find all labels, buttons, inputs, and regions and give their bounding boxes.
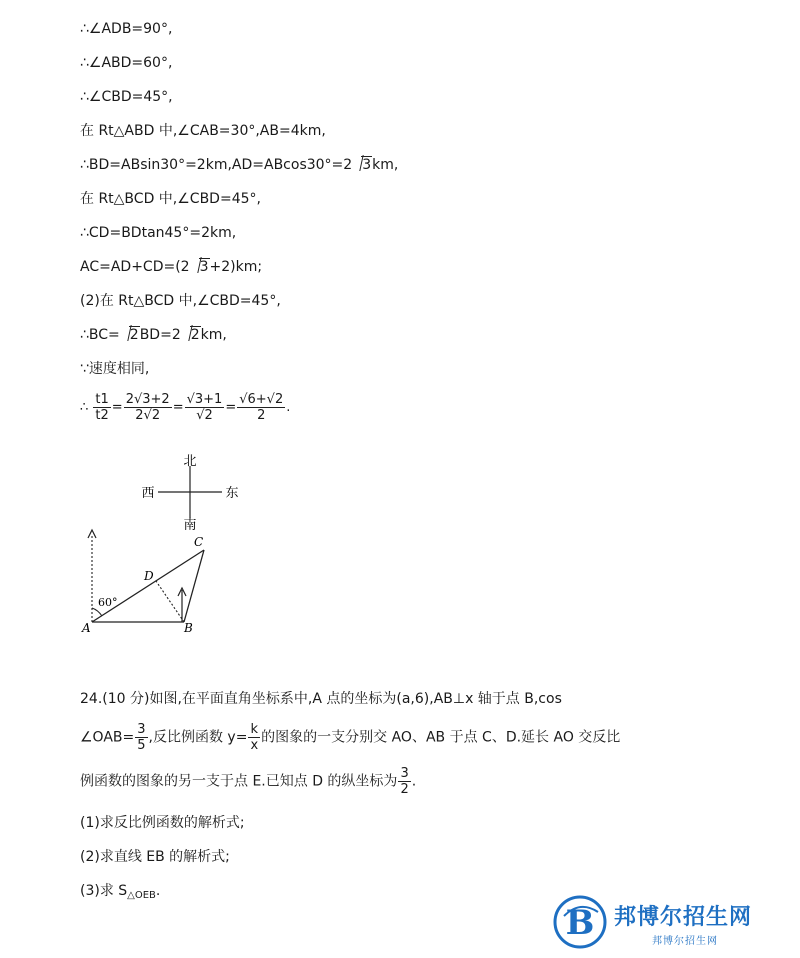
denominator: 2 [257,408,266,423]
text: 例函数的图象的另一支于点 E.已知点 D 的纵坐标为 [80,773,398,790]
sqrt [191,258,210,276]
question-1: (1)求反比例函数的解析式; [80,815,245,831]
compass-south: 南 [183,518,197,532]
triangle-diagram [80,528,230,638]
solution-line-3: ∴∠CBD=45°, [80,89,173,105]
equals: = [172,400,184,415]
compass-west: 西 [141,486,155,501]
fraction-cos [135,722,147,753]
problem-line-1: 24.(10 分)如图,在平面直角坐标系中,A 点的坐标为(a,6),AB⊥x 轴于点 B,cos [80,691,562,707]
text: (3)求 S [80,883,128,899]
fraction-k-x [248,722,260,753]
text: AC=AD+CD=(2 [80,259,190,275]
equals: = [225,400,237,415]
numerator: √6+√2 [239,392,284,407]
solution-line-1: ∴∠ADB=90°, [80,21,173,37]
solution-line-12 [80,392,290,423]
fraction-3 [185,392,225,423]
fraction-d-y [398,766,410,797]
numerator: k [248,722,260,738]
radicand: 2 [190,327,200,343]
text: km, [200,327,227,343]
solution-line-2: ∴∠ABD=60°, [80,55,173,71]
solution-line-7: ∴CD=BDtan45°=2km, [80,225,237,241]
fraction-4 [237,392,285,423]
label-b: B [184,621,193,635]
numerator: 3 [400,766,409,781]
label-a: A [82,621,91,635]
compass-north: 北 [183,454,197,469]
compass-east: 东 [225,486,239,501]
problem-line-2 [80,722,620,753]
therefore: ∴ [80,400,89,415]
text: 的图象的一支分别交 AO、AB 于点 C、D.延长 AO 交反比 [261,729,621,746]
angle-arc [92,608,102,616]
watermark-logo [552,892,792,952]
fraction-t [93,392,110,423]
text: . [155,883,161,899]
numerator: t1 [95,392,109,407]
logo-b-icon [552,894,608,950]
svg-text:B: B [565,903,595,943]
denominator: x [250,738,259,753]
angle-label: 60° [98,596,118,609]
segment-bd [156,581,184,622]
sqrt [121,326,140,344]
solution-line-9: (2)在 Rt△BCD 中,∠CBD=45°, [80,293,281,309]
solution-line-6: 在 Rt△BCD 中,∠CBD=45°, [80,191,261,207]
denominator: 2√2 [135,408,161,423]
solution-line-11: ∵速度相同, [80,361,150,377]
numerator: 3 [137,722,146,737]
sqrt [353,156,372,174]
subscript: △OEB [127,890,156,901]
solution-line-10 [80,326,227,344]
radicand: 3 [199,259,209,275]
text: BD=2 [139,327,181,343]
label-d: D [144,569,154,583]
radicand: 3 [362,157,372,173]
text: ∴BD=ABsin30°=2km,AD=ABcos30°=2 [80,157,353,173]
radicand: 2 [129,327,139,343]
compass-diagram [130,452,250,532]
solution-line-5 [80,156,398,174]
solution-line-8 [80,258,262,276]
denominator: 2 [400,782,409,797]
question-2: (2)求直线 EB 的解析式; [80,849,230,865]
fraction-2 [124,392,172,423]
watermark-small-text: 邦博尔招生网 [652,936,718,947]
text: ∴BC= [80,327,120,343]
sqrt [182,326,201,344]
numerator: √3+1 [186,392,223,407]
denominator: √2 [196,408,213,423]
text: ∠OAB= [80,729,135,746]
problem-line-3 [80,766,416,797]
watermark-main-text: 邦博尔招生网 [614,905,753,930]
text: km, [372,157,399,173]
period: . [286,400,291,415]
denominator: t2 [95,408,109,423]
equals: = [111,400,123,415]
denominator: 5 [137,738,146,753]
question-3 [80,882,160,905]
text: . [411,773,417,790]
text: ,反比例函数 y= [148,729,248,746]
text: +2)km; [209,259,263,275]
solution-line-4: 在 Rt△ABD 中,∠CAB=30°,AB=4km, [80,123,326,139]
label-c: C [194,535,204,549]
numerator: 2√3+2 [125,392,170,407]
